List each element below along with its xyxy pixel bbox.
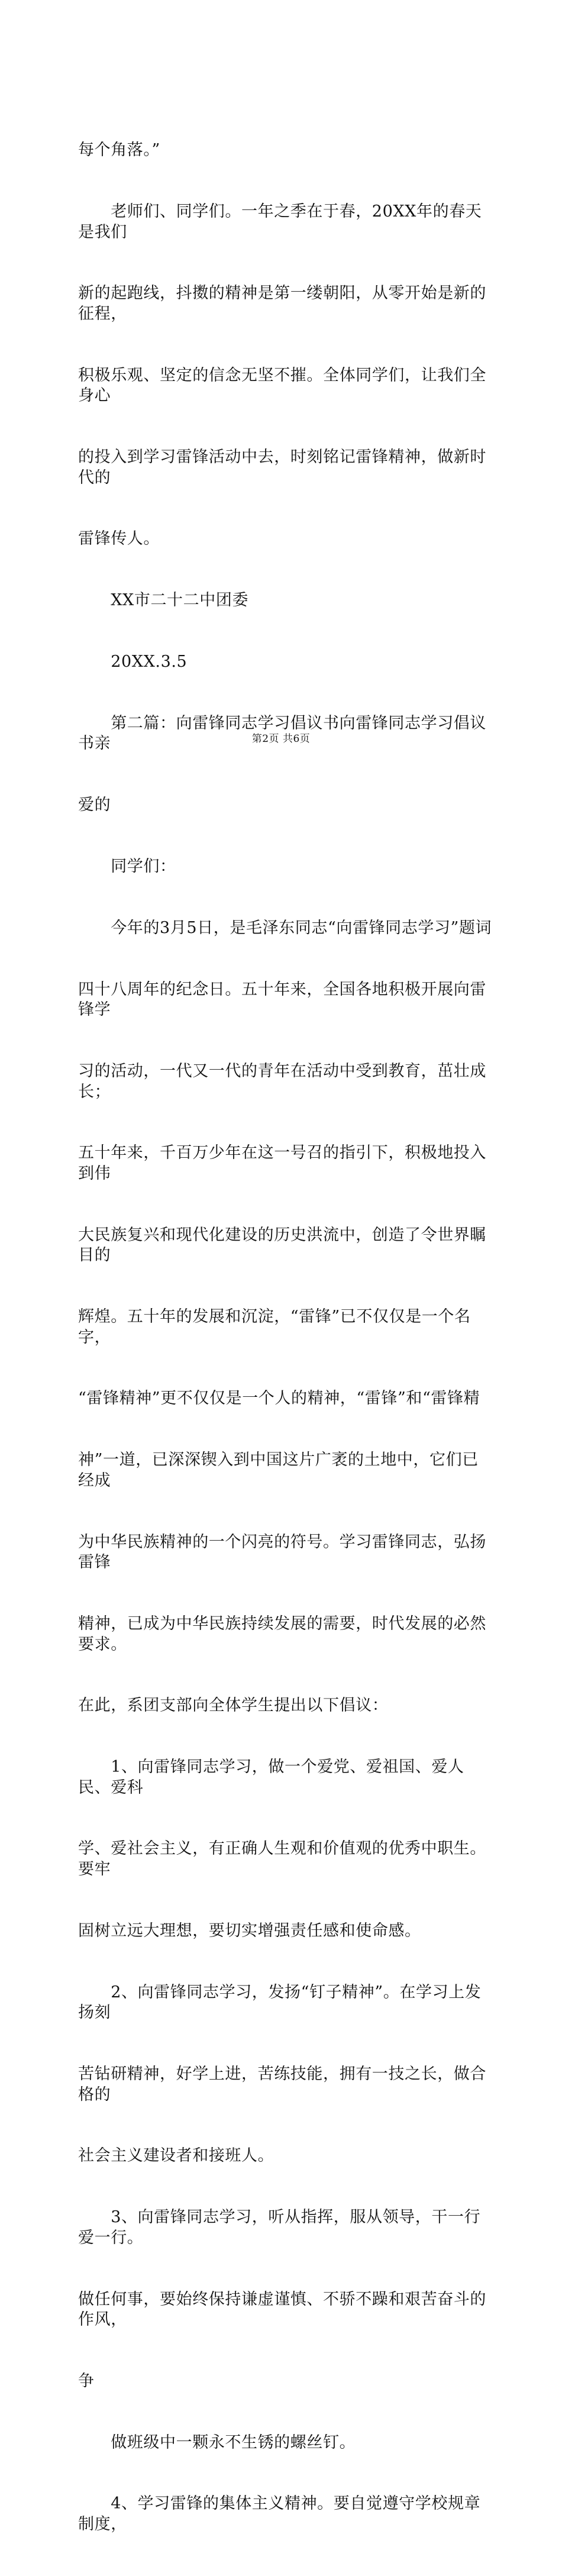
text-line: 习的活动，一代又一代的青年在活动中受到教育，茁壮成长； <box>78 1061 486 1101</box>
text-line: 的投入到学习雷锋活动中去，时刻铭记雷锋精神，做新时代的 <box>78 448 486 487</box>
text-line: 爱的 <box>78 796 111 815</box>
text-line: 积极乐观、坚定的信念无坚不摧。全体同学们，让我们全身心 <box>78 366 486 405</box>
text-line: “雷锋精神”更不仅仅是一个人的精神，“雷锋”和“雷锋精 <box>78 1389 480 1408</box>
signature-date: 20XX.3.5 <box>78 653 188 672</box>
document-body <box>78 99 492 2576</box>
text-line: 四十八周年的纪念日。五十年来，全国各地积极开展向雷锋学 <box>78 980 486 1019</box>
text-line: 固树立远大理想，要切实增强责任感和使命感。 <box>78 1921 421 1940</box>
text-line: 雷锋传人。 <box>78 530 160 548</box>
text-line: 新的起跑线，抖擞的精神是第一缕朝阳，从零开始是新的征程， <box>78 284 486 323</box>
salutation: 同学们： <box>78 857 176 876</box>
signature-org: XX市二十二中团委 <box>78 591 249 610</box>
proposal-item-2: 2、向雷锋同志学习，发扬“钉子精神”。在学习上发扬刻 <box>78 1983 482 2022</box>
text-line: 学、爱社会主义，有正确人生观和价值观的优秀中职生。要牢 <box>78 1839 486 1879</box>
proposal-item-3: 3、向雷锋同志学习，听从指挥，服从领导，干一行爱一行。 <box>78 2208 481 2247</box>
text-line: 精神，已成为中华民族持续发展的需要，时代发展的必然要求。 <box>78 1614 486 1654</box>
text-line: 做任何事，要始终保持谦虚谨慎、不骄不躁和艰苦奋斗的作风， <box>78 2290 486 2329</box>
text-line: 今年的3月5日，是毛泽东同志“向雷锋同志学习”题词 <box>78 918 492 937</box>
text-line: 辉煌。五十年的发展和沉淀，“雷锋”已不仅仅是一个名字， <box>78 1308 471 1347</box>
text-line: 争 <box>78 2371 95 2390</box>
text-line: 大民族复兴和现代化建设的历史洪流中，创造了令世界瞩目的 <box>78 1225 486 1265</box>
text-line: 五十年来，千百万少年在这一号召的指引下，积极地投入到伟 <box>78 1144 486 1183</box>
text-line: 做班级中一颗永不生锈的螺丝钉。 <box>78 2433 356 2452</box>
text-line: 每个角落。” <box>78 141 160 160</box>
section-heading: 第二篇：向雷锋同志学习倡议书向雷锋同志学习倡议书亲 <box>78 714 486 753</box>
text-line: 老师们、同学们。一年之季在于春，20XX年的春天是我们 <box>78 202 482 241</box>
text-line: 神”一道，已深深锲入到中国这片广袤的土地中，它们已经成 <box>78 1451 479 1490</box>
proposal-item-4: 4、学习雷锋的集体主义精神。要自觉遵守学校规章制度， <box>78 2494 481 2534</box>
proposal-item-1: 1、向雷锋同志学习，做一个爱党、爱祖国、爱人民、爱科 <box>78 1758 464 1797</box>
text-line: 为中华民族精神的一个闪亮的符号。学习雷锋同志，弘扬雷锋 <box>78 1532 486 1572</box>
text-line: 社会主义建设者和接班人。 <box>78 2146 274 2165</box>
page-number-footer: 第2页 共6页 <box>251 733 311 745</box>
text-line: 苦钻研精神，好学上进，苦练技能，拥有一技之长，做合格的 <box>78 2065 486 2104</box>
text-line: 在此，系团支部向全体学生提出以下倡议： <box>78 1696 389 1715</box>
